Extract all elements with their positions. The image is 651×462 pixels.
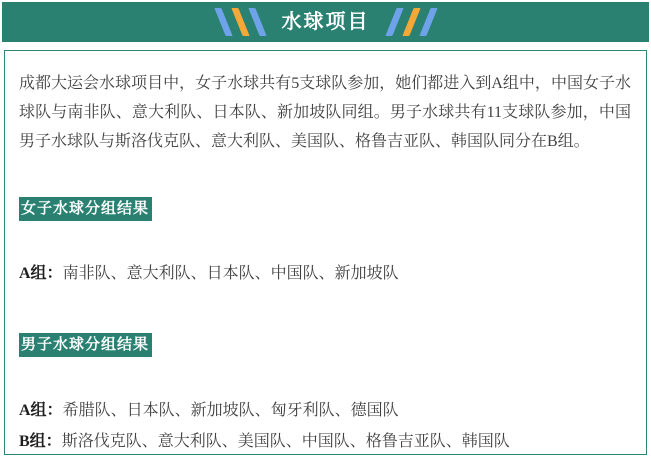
group-label: B组： (19, 433, 62, 450)
group-teams: 南非队、意大利队、日本队、中国队、新加坡队 (62, 265, 399, 282)
page-title: 水球项目 (281, 11, 370, 33)
article-box (4, 50, 647, 455)
banner-left-slashes (215, 8, 266, 36)
group-line-men-b (19, 431, 631, 453)
section-heading-line-men (19, 333, 631, 357)
group-teams: 斯洛伐克队、意大利队、美国队、中国队、格鲁吉亚队、韩国队 (61, 433, 510, 450)
forward-slash-icon (385, 8, 403, 36)
forward-slash-icon (402, 8, 420, 36)
group-line-men-a (19, 400, 631, 422)
section-heading-women: 女子水球分组结果 (19, 197, 152, 221)
section-heading-men: 男子水球分组结果 (19, 333, 152, 357)
group-teams: 希腊队、日本队、新加坡队、匈牙利队、德国队 (62, 402, 399, 419)
title-banner (2, 2, 649, 42)
intro-paragraph: 成都大运会水球项目中，女子水球共有5支球队参加，她们都进入到A组中，中国女子水球队与南非队、意大利队、日本队、新加坡队同组。男子水球共有11支球队参加，中国男子水球队与斯洛伐克队、意大利队、美国队、格鲁吉亚队、韩国队同分在B组。 (19, 75, 631, 150)
forward-slash-icon (419, 8, 437, 36)
group-line-women-a (19, 263, 631, 285)
group-label: A组： (19, 265, 63, 282)
backslash-icon (248, 8, 266, 36)
backslash-icon (231, 8, 249, 36)
banner-right-slashes (386, 8, 437, 36)
backslash-icon (214, 8, 232, 36)
group-label: A组： (19, 402, 63, 419)
section-heading-line-women (19, 197, 631, 221)
